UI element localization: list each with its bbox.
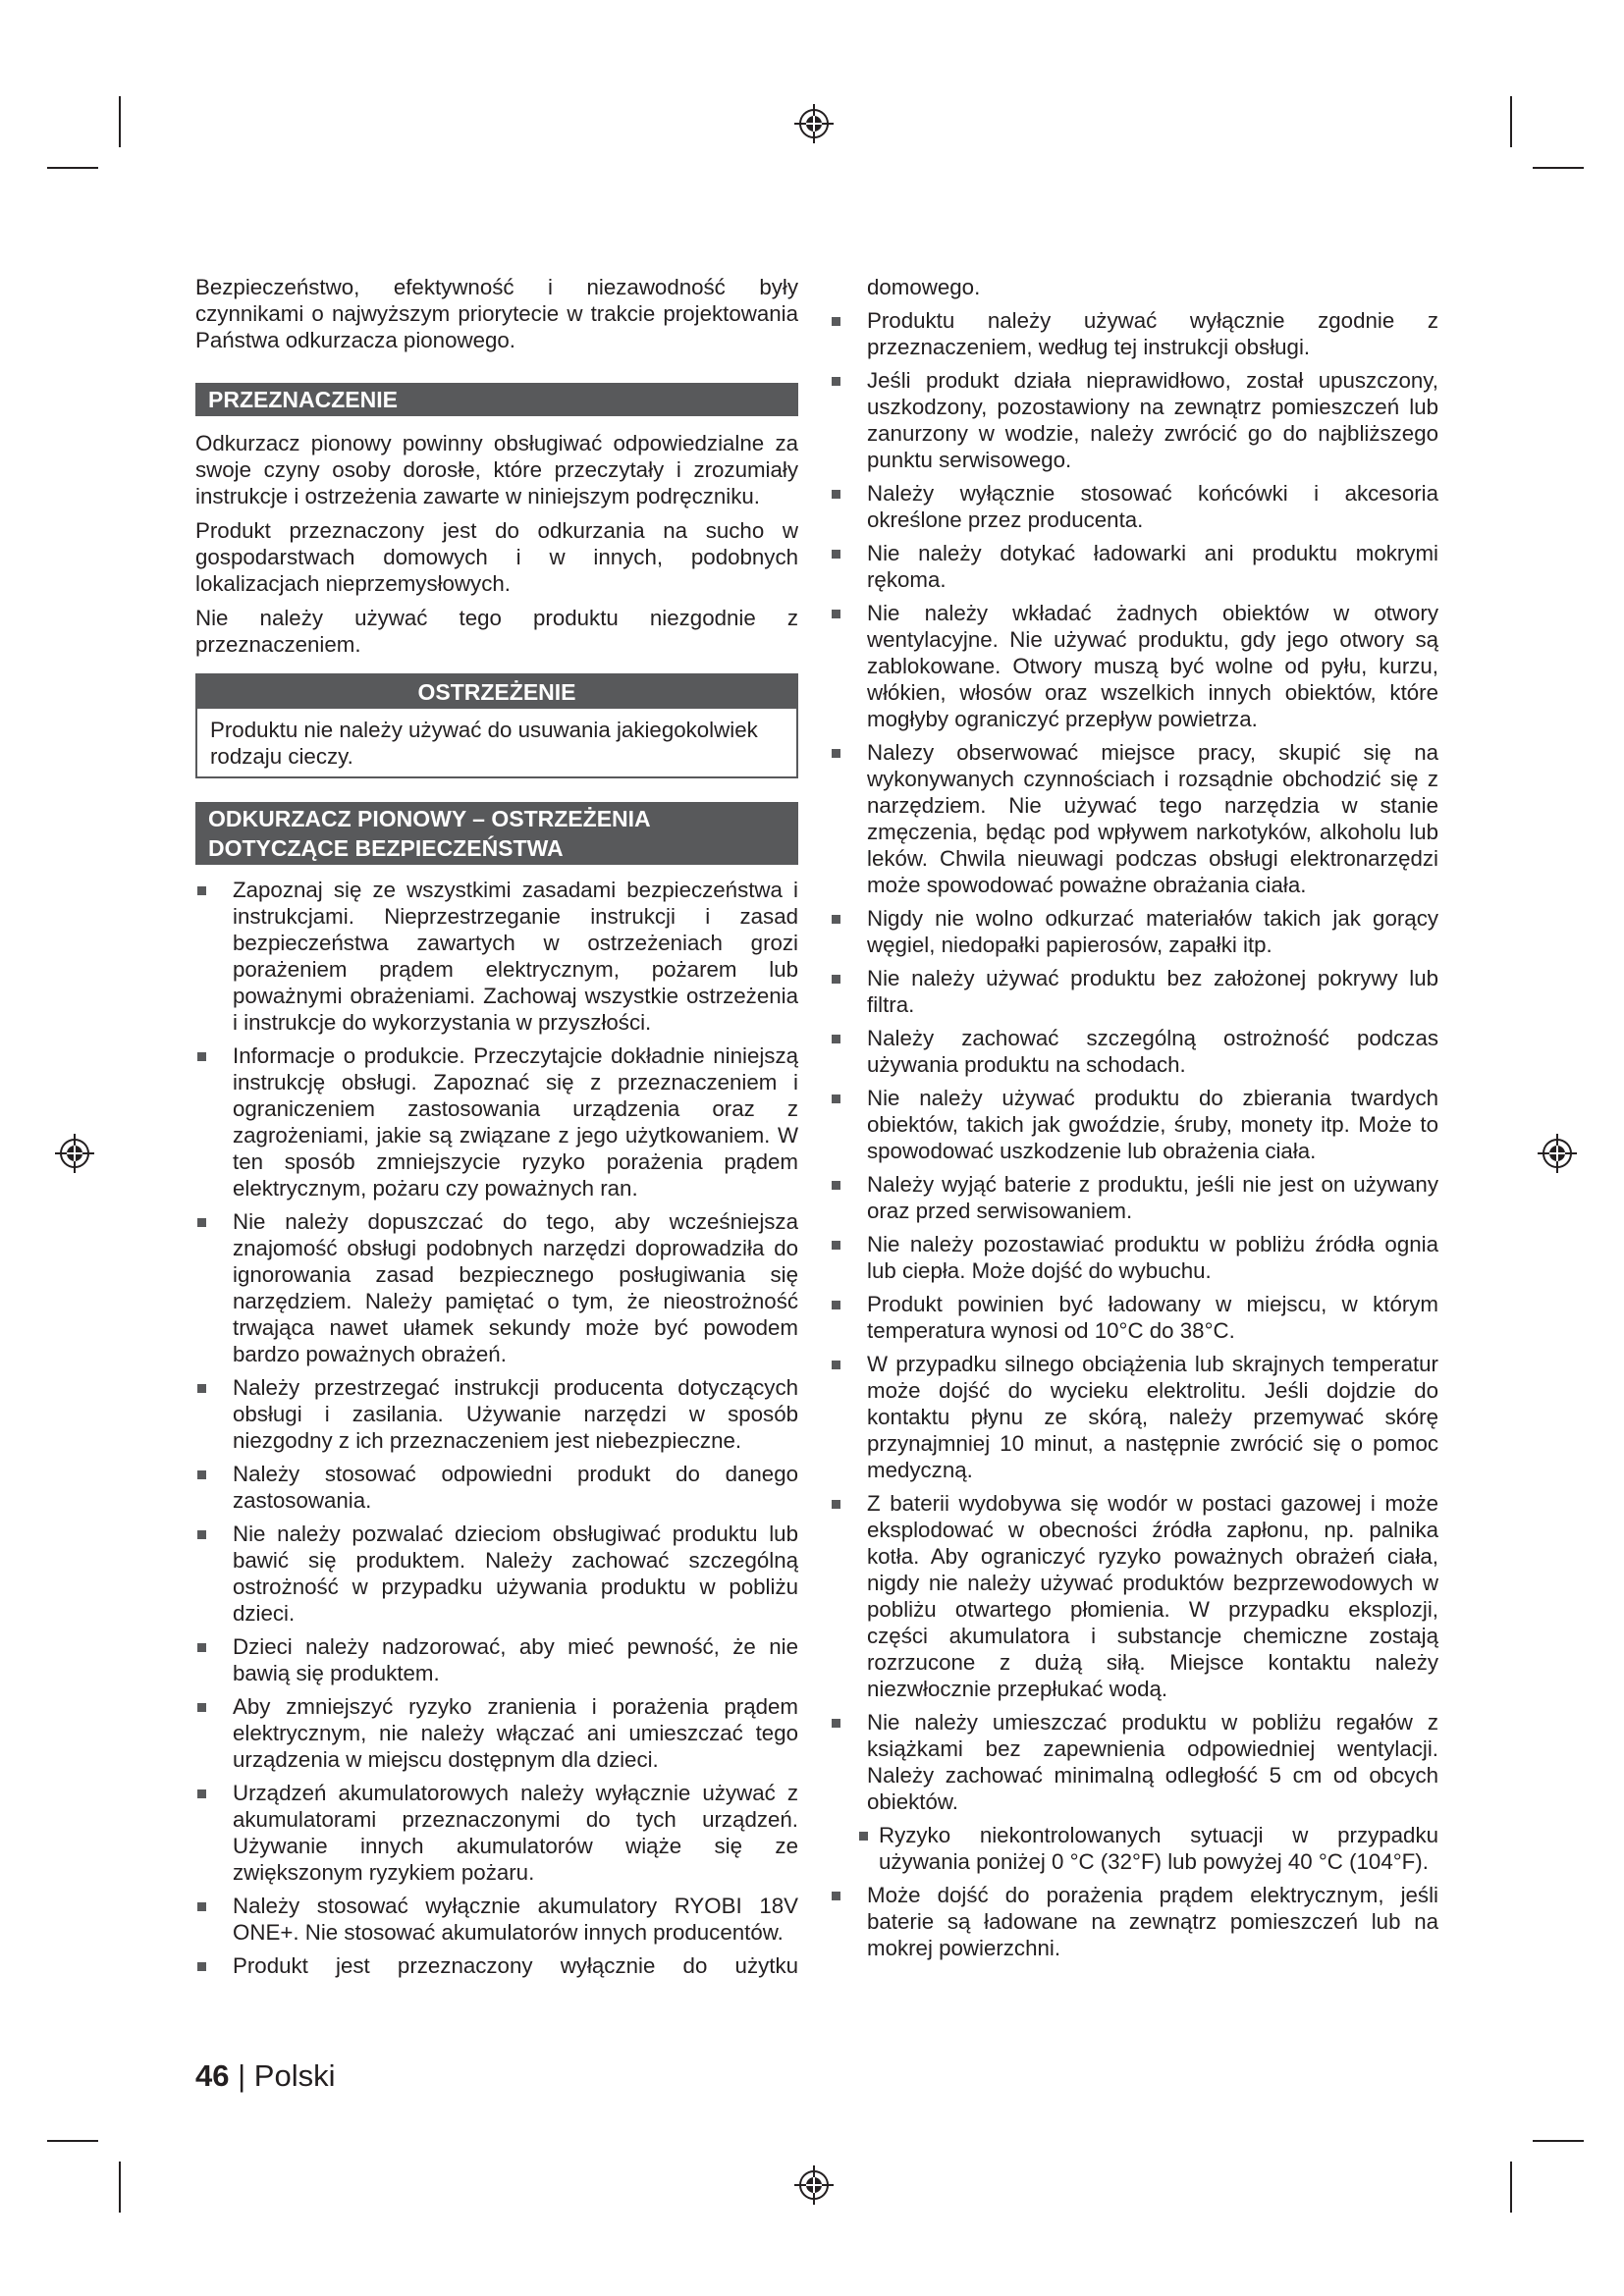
list-item: Produktu należy używać wyłącznie zgodnie z przeznaczeniem, według tej instrukcji obsługi. bbox=[830, 307, 1438, 360]
list-item: Należy wyjąć baterie z produktu, jeśli nie jest on używany oraz przed serwisowaniem. bbox=[830, 1171, 1438, 1224]
list-item: Należy przestrzegać instrukcji producenta dotyczących obsługi i zasilania. Używanie narzędzi w sposób niezgodny z ich przeznaczeniem jest niebezpieczne. bbox=[195, 1374, 798, 1454]
warning-box-title bbox=[197, 675, 796, 709]
list-item-continuation: domowego. bbox=[867, 275, 981, 299]
crop-mark bbox=[1533, 2140, 1584, 2142]
section-heading-purpose: PRZEZNACZENIE bbox=[195, 383, 798, 416]
crop-mark bbox=[119, 96, 121, 147]
crop-mark bbox=[47, 2140, 98, 2142]
list-item: W przypadku silnego obciążenia lub skrajnych temperatur może dojść do wycieku elektrolitu. Jeśli dojdzie do kontaktu płynu ze skórą, należy przemywać skórę przynajmniej 10 minut, a następnie zwrócić się o pomoc medyczną. bbox=[830, 1351, 1438, 1483]
registration-mark-icon bbox=[793, 103, 835, 144]
list-item: Należy zachować szczególną ostrożność podczas używania produktu na schodach. bbox=[830, 1025, 1438, 1078]
list-item: Nigdy nie wolno odkurzać materiałów takich jak gorący węgiel, niedopałki papierosów, zapałki itp. bbox=[830, 905, 1438, 958]
list-item: Nie należy dotykać ładowarki ani produktu mokrymi rękoma. bbox=[830, 540, 1438, 593]
list-item: Może dojść do porażenia prądem elektrycznym, jeśli baterie są ładowane na zewnątrz pomieszczeń lub na mokrej powierzchni. bbox=[830, 1882, 1438, 1961]
list-item: Dzieci należy nadzorować, aby mieć pewność, że nie bawią się produktem. bbox=[195, 1633, 798, 1686]
list-item: Ryzyko niekontrolowanych sytuacji w przypadku używania poniżej 0 °C (32°F) lub powyżej 40 °C (104°F). bbox=[830, 1822, 1438, 1875]
safety-bullet-list-continued bbox=[830, 274, 1438, 1961]
list-item: Aby zmniejszyć ryzyko zranienia i porażenia prądem elektrycznym, nie należy włączać ani umieszczać tego urządzenia w miejscu dostępnym dla dzieci. bbox=[195, 1693, 798, 1773]
list-item: Nie należy pozwalać dzieciom obsługiwać produktu lub bawić się produktem. Należy zachować szczególną ostrożność w przypadku używania produktu w pobliżu dzieci. bbox=[195, 1521, 798, 1627]
section-heading-safety: ODKURZACZ PIONOWY – OSTRZEŻENIA DOTYCZĄCE BEZPIECZEŃSTWA bbox=[195, 802, 798, 865]
safety-bullet-list bbox=[195, 877, 798, 1979]
crop-mark bbox=[1510, 2162, 1512, 2213]
left-column bbox=[195, 274, 798, 1986]
list-item: Nie należy używać produktu do zbierania twardych obiektów, takich jak gwoździe, śruby, monety itp. Może to spowodować uszkodzenie lub obrażenia ciała. bbox=[830, 1085, 1438, 1164]
crop-mark bbox=[1533, 167, 1584, 169]
list-item: Należy wyłącznie stosować końcówki i akcesoria określone przez producenta. bbox=[830, 480, 1438, 533]
list-item: Produkt jest przeznaczony wyłącznie do użytku bbox=[195, 1952, 798, 1979]
crop-mark bbox=[47, 167, 98, 169]
purpose-paragraph: Nie należy używać tego produktu niezgodnie z przeznaczeniem. bbox=[195, 606, 798, 657]
list-item: Zapoznaj się ze wszystkimi zasadami bezpieczeństwa i instrukcjami. Nieprzestrzeganie instrukcji i zasad bezpieczeństwa zawartych w ostrzeżeniach grozi porażeniem prądem elektrycznym, pożarem lub poważnymi obrażeniami. Zachowaj wszystkie ostrzeżenia i instrukcje do wykorzystania w przyszłości. bbox=[195, 877, 798, 1036]
list-item: Z baterii wydobywa się wodór w postaci gazowej i może eksplodować w obecności źródła zapłonu, np. palnika kotła. Aby ograniczyć ryzyko poważnych obrażeń ciała, nigdy nie należy używać produktów bezprzewodowych w pobliżu otwartego płomienia. W przypadku eksplozji, części akumulatora i substancje chemiczne zostają rozrzucone z dużą siłą. Miejsce kontaktu należy niezwłocznie przepłukać wodą. bbox=[830, 1490, 1438, 1702]
page-footer bbox=[195, 2058, 336, 2094]
list-item: Należy stosować odpowiedni produkt do danego zastosowania. bbox=[195, 1461, 798, 1514]
list-item: Nie należy używać produktu bez założonej pokrywy lub filtra. bbox=[830, 965, 1438, 1018]
list-item: Nie należy umieszczać produktu w pobliżu regałów z książkami bez zapewnienia odpowiedniej wentylacji. Należy zachować minimalną odległość 5 cm od obcych obiektów. bbox=[830, 1709, 1438, 1815]
purpose-paragraph: Produkt przeznaczony jest do odkurzania na sucho w gospodarstwach domowych i w innych, podobnych lokalizacjach nieprzemysłowych. bbox=[195, 518, 798, 596]
page-number: 46 bbox=[195, 2058, 230, 2093]
right-column bbox=[830, 274, 1438, 1968]
footer-separator: | bbox=[238, 2058, 246, 2093]
registration-mark-icon bbox=[54, 1133, 95, 1174]
list-item: Nie należy wkładać żadnych obiektów w otwory wentylacyjne. Nie używać produktu, gdy jego otwory są zablokowane. Otwory muszą być wolne od pyłu, kurzu, włókien, włosów oraz wszelkich innych obiektów, które mogłyby ograniczyć przepływ powietrza. bbox=[830, 600, 1438, 732]
warning-title-text: OSTRZEŻENIE bbox=[417, 679, 576, 705]
list-item: Jeśli produkt działa nieprawidłowo, został upuszczony, uszkodzony, pozostawiony na zewnątrz pomieszczeń lub zanurzony w wodzie, należy zwrócić go do najbliższego punktu serwisowego. bbox=[830, 367, 1438, 473]
list-item: Nie należy dopuszczać do tego, aby wcześniejsza znajomość obsługi podobnych narzędzi doprowadziła do ignorowania zasad bezpiecznego posługiwania się narzędziem. Należy pamiętać o tym, że nieostrożność trwająca nawet ułamek sekundy może być powodem bardzo poważnych obrażeń. bbox=[195, 1208, 798, 1367]
footer-language: Polski bbox=[253, 2058, 336, 2093]
list-item: Nie należy pozostawiać produktu w pobliżu źródła ognia lub ciepła. Może dojść do wybuchu. bbox=[830, 1231, 1438, 1284]
warning-box bbox=[195, 673, 798, 778]
list-item: Informacje o produkcie. Przeczytajcie dokładnie niniejszą instrukcję obsługi. Zapoznać się z przeznaczeniem i ograniczeniem zastosowania urządzenia oraz z zagrożeniami, jakie są związane z jego użytkowaniem. W ten sposób zmniejszycie ryzyko porażenia prądem elektrycznym, pożaru czy poważnych ran. bbox=[195, 1042, 798, 1201]
crop-mark bbox=[119, 2162, 121, 2213]
list-item: Nalezy obserwować miejsce pracy, skupić się na wykonywanych czynnościach i rozsądnie obchodzić się z narzędziem. Nie używać tego narzędzia w stanie zmęczenia, będąc pod wpływem narkotyków, alkoholu lub leków. Chwila nieuwagi podczas obsługi elektronarzędzi może spowodować poważne obrażania ciała. bbox=[830, 739, 1438, 898]
purpose-paragraph: Odkurzacz pionowy powinny obsługiwać odpowiedzialne za swoje czyny osoby dorosłe, które przeczytały i zrozumiały instrukcje i ostrzeżenia zawarte w niniejszym podręczniku. bbox=[195, 431, 798, 508]
list-item: Urządzeń akumulatorowych należy wyłącznie używać z akumulatorami przeznaczonymi do tych urządzeń. Używanie innych akumulatorów wiąże się ze zwiększonym ryzykiem pożaru. bbox=[195, 1780, 798, 1886]
list-item: Należy stosować wyłącznie akumulatory RYOBI 18V ONE+. Nie stosować akumulatorów innych producentów. bbox=[195, 1893, 798, 1946]
warning-box-text: Produktu nie należy używać do usuwania jakiegokolwiek rodzaju cieczy. bbox=[210, 718, 758, 769]
crop-mark bbox=[1510, 96, 1512, 147]
registration-mark-icon bbox=[793, 2164, 835, 2206]
intro-paragraph: Bezpieczeństwo, efektywność i niezawodność były czynnikami o najwyższym priorytecie w trakcie projektowania Państwa odkurzacza pionowego. bbox=[195, 275, 798, 352]
registration-mark-icon bbox=[1537, 1133, 1578, 1174]
list-item: Produkt powinien być ładowany w miejscu, w którym temperatura wynosi od 10°C do 38°C. bbox=[830, 1291, 1438, 1344]
